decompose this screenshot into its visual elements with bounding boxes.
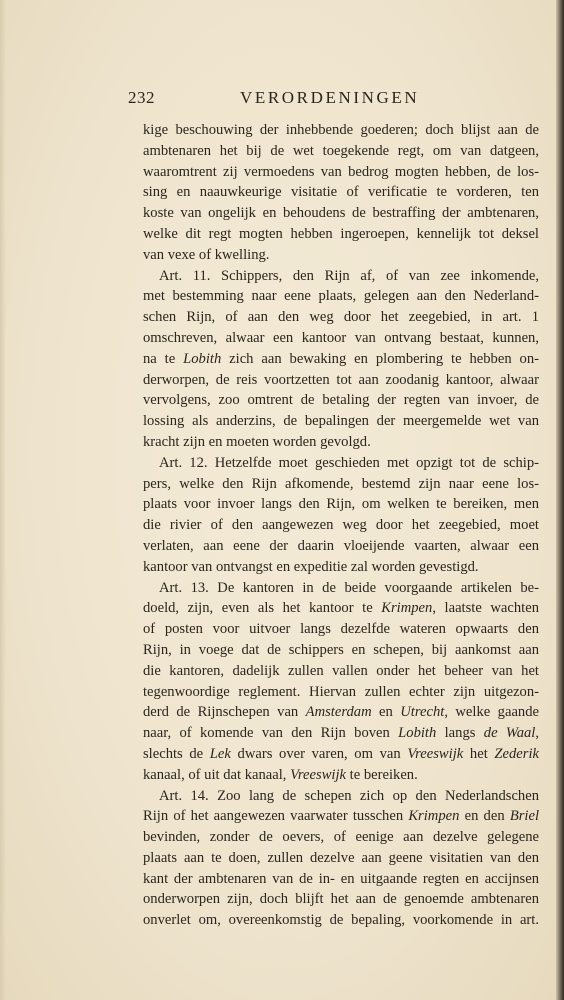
text-line [143, 848, 539, 869]
text-segment: langs [436, 725, 484, 742]
text-segment: Vreeswijk [407, 745, 464, 762]
text-line [143, 266, 539, 287]
text-segment: Vreeswijk [290, 766, 347, 783]
text-segment: Amsterdam [305, 704, 372, 721]
text-segment: onverlet om, overeenkomstig de bepaling, voorkomende in art. [143, 912, 539, 929]
text-segment: kige beschouwing der inhebbende goederen; doch blijst aan de [143, 122, 539, 138]
text-segment: het [463, 745, 495, 762]
text-line [143, 598, 539, 619]
text-line [143, 370, 539, 391]
text-segment: Rijn of het aangewezen vaarwater tusschen [143, 808, 409, 825]
text-segment: schen Rijn, of aan den weg door het zeegebied, in art. 1 [143, 309, 539, 326]
text-line [143, 682, 539, 703]
text-line [143, 889, 539, 910]
text-line [143, 182, 539, 203]
text-line [143, 786, 539, 807]
text-segment: doeld, zijn, even als het kantoor te [143, 600, 382, 617]
text-segment: kanaal, of uit dat kanaal, [143, 766, 291, 783]
text-segment: bevinden, zonder de oevers, of eenige aan dezelve gelegene [143, 829, 539, 846]
text-segment: met bestemming naar eene plaats, gelegen aan den Nederland- [143, 288, 539, 305]
text-line [143, 910, 539, 931]
text-segment: derd de Rijnschepen van [143, 704, 306, 721]
text-segment: onderworpen zijn, doch blijft het aan de genoemde ambtenaren [143, 891, 539, 908]
text-line [143, 723, 539, 744]
text-segment: Krimpen [408, 808, 460, 825]
text-segment: naar, of komende van den Rijn boven [143, 725, 399, 742]
text-segment: pers, welke den Rijn afkomende, bestemd zijn naar eene los- [143, 475, 539, 492]
text-segment: Briel [509, 808, 539, 825]
text-segment: plaats voor invoer langs den Rijn, om welken te bereiken, men [143, 496, 539, 513]
text-line [143, 432, 539, 453]
text-line [143, 515, 539, 536]
text-line [143, 765, 539, 786]
text-segment: Art. 13. De kantoren in de beide voorgaande artikelen be- [159, 579, 539, 596]
text-line [143, 744, 539, 765]
text-line [143, 494, 539, 515]
text-segment: derworpen, de reis voortzetten tot aan zoodanig kantoor, alwaar [143, 371, 539, 388]
text-segment: zich aan bewaking en plombering te hebben on- [221, 350, 539, 367]
text-segment: Art. 14. Zoo lang de schepen zich op den Nederlandschen [159, 787, 539, 804]
text-segment: Krimpen [381, 600, 433, 617]
text-segment: Lek [209, 745, 231, 762]
text-line [143, 120, 539, 141]
text-line [143, 869, 539, 890]
text-segment: van vexe of kwelling. [143, 246, 270, 263]
text-segment: lossing als anderzins, de bepalingen der meergemelde wet van [143, 413, 539, 430]
text-segment: Lobith [398, 725, 437, 742]
text-line [143, 536, 539, 557]
text-segment: waaromtrent zij vermoedens van bedrog mogten hebben, de los- [143, 163, 539, 180]
text-line [143, 827, 539, 848]
text-segment: Zederik [494, 745, 539, 762]
text-segment: kant der ambtenaren van de in- en uitgaande regten en accijnsen [143, 870, 539, 887]
text-line [143, 286, 539, 307]
page-number: 232 [128, 88, 155, 107]
text-line [143, 806, 539, 827]
text-line [143, 141, 539, 162]
text-segment: Rijn, in voege dat de schippers en schepen, bij aankomst aan [143, 641, 539, 658]
text-segment: die kantoren, dadelijk zullen vallen onder het beheer van het [143, 662, 539, 679]
text-segment: koste van ongelijk en behoudens de bestraffing der ambtenaren, [143, 205, 539, 222]
text-line [143, 328, 539, 349]
text-segment: dwars over varen, om van [230, 745, 408, 762]
text-line [143, 307, 539, 328]
text-segment: , laatste wachten [432, 600, 539, 617]
text-line [143, 619, 539, 640]
text-segment: tegenwoordige reglement. Hiervan zullen echter zijn uitgezon- [143, 683, 539, 700]
page-edge-shadow [0, 0, 6, 1000]
text-line [143, 245, 539, 266]
text-segment: na te [143, 350, 184, 367]
text-segment: de Waal [483, 725, 536, 742]
text-line [143, 578, 539, 599]
text-segment: kantoor van ontvangst en expeditie zal worden gevestigd. [143, 558, 479, 575]
text-line [143, 640, 539, 661]
text-segment: Lobith [183, 350, 222, 367]
text-segment: Art. 11. Schippers, den Rijn af, of van zee inkomende, [159, 267, 539, 284]
text-segment: of posten voor uitvoer langs dezelfde wateren opwaarts den [143, 621, 539, 638]
text-segment: , welke gaande [444, 704, 540, 721]
text-segment: vervolgens, zoo omtrent de betaling der regten van invoer, de [143, 392, 539, 409]
text-segment: omschreven, alwaar een kantoor van ontvang bestaat, kunnen, [143, 329, 539, 346]
text-line [143, 702, 539, 723]
text-line [143, 557, 539, 578]
text-line [143, 390, 539, 411]
text-segment: te bereiken. [346, 766, 418, 783]
text-line [143, 203, 539, 224]
running-title: VERORDENINGEN [240, 88, 420, 107]
page-gutter-shadow [556, 0, 564, 1000]
text-segment: sing en naauwkeurige visitatie of verificatie te vorderen, ten [143, 184, 539, 201]
text-line [143, 661, 539, 682]
text-segment: plaats aan te doen, zullen dezelve aan geene visitatien van den [143, 849, 539, 866]
text-segment: Utrecht [400, 704, 445, 721]
text-segment: welke dit regt mogten hebben ingeroepen, kennelijk tot deksel [143, 225, 539, 242]
text-segment: ambtenaren het bij de wet toegekende regt, om van datgeen, [143, 142, 539, 159]
text-line [143, 162, 539, 183]
text-line [143, 349, 539, 370]
text-segment: Art. 12. Hetzelfde moet geschieden met opzigt tot de schip- [159, 454, 539, 471]
text-segment: kracht zijn en moeten worden gevolgd. [143, 433, 371, 450]
text-segment: en [371, 704, 401, 721]
text-segment: die rivier of den aangewezen weg door het zeegebied, moet [143, 517, 539, 534]
text-segment: slechts de [143, 745, 210, 762]
text-line [143, 224, 539, 245]
text-line [143, 411, 539, 432]
text-segment: en den [459, 808, 510, 825]
text-segment: , [535, 725, 540, 742]
text-line [143, 474, 539, 495]
text-line [143, 453, 539, 474]
body-text [143, 120, 539, 931]
text-segment: verlaten, aan eene der daarin vloeijende vaarten, alwaar een [143, 537, 539, 554]
